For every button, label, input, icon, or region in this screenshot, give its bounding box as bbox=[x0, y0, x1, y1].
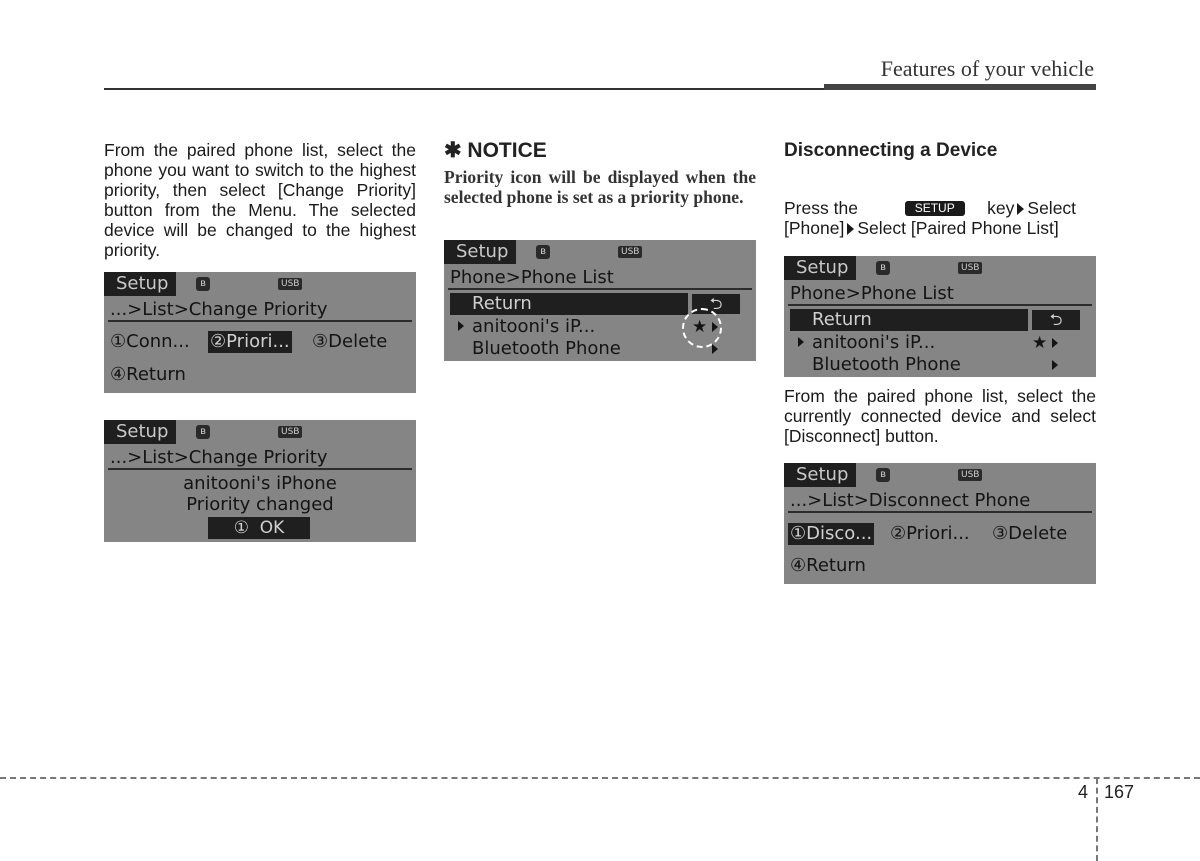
play-icon bbox=[458, 321, 464, 331]
list-item-phone[interactable] bbox=[458, 316, 595, 338]
lcd-screen-phone-list-notice bbox=[444, 240, 756, 361]
chevron-right-icon bbox=[712, 344, 718, 354]
screen-tag: Setup bbox=[784, 463, 856, 487]
chevron-right-icon bbox=[1052, 360, 1058, 370]
instruction-path bbox=[784, 198, 1096, 238]
col1-paragraph: From the paired phone list, select the phone you want to switch to the highest priority, then select [Change Priority] button from the Menu. The selected device will be changed to the highest priority. bbox=[104, 140, 416, 260]
option-priority[interactable]: ②Priori... bbox=[890, 523, 970, 544]
lcd-screen-change-priority-menu bbox=[104, 272, 416, 393]
screen-tag: Setup bbox=[784, 256, 856, 280]
bluetooth-icon: ʙ bbox=[196, 425, 210, 439]
arrow-right-icon bbox=[1017, 203, 1024, 215]
status-message: Priority changed bbox=[186, 494, 334, 515]
option-disconnect[interactable]: ①Disco... bbox=[790, 523, 873, 544]
ok-number: ① bbox=[233, 518, 249, 538]
section-heading: Disconnecting a Device bbox=[784, 140, 998, 161]
bluetooth-icon: ʙ bbox=[536, 245, 550, 259]
usb-icon: USB bbox=[618, 246, 642, 258]
lcd-screen-priority-changed bbox=[104, 420, 416, 542]
bluetooth-icon: ʙ bbox=[196, 277, 210, 291]
usb-icon: USB bbox=[278, 278, 302, 290]
screen-divider bbox=[788, 304, 1092, 306]
screen-divider bbox=[788, 511, 1092, 513]
device-name: anitooni's iPhone bbox=[183, 473, 337, 494]
back-icon[interactable]: ⮌ bbox=[692, 294, 740, 314]
return-item[interactable]: Return bbox=[450, 293, 688, 315]
list-item-phone[interactable]: Bluetooth Phone bbox=[812, 354, 961, 375]
footer-rule bbox=[0, 777, 1200, 779]
setup-key-badge: SETUP bbox=[905, 201, 965, 216]
header-rule-accent bbox=[824, 84, 1096, 90]
screen-path: ...>List>Disconnect Phone bbox=[790, 490, 1031, 511]
chapter-number: 4 bbox=[1078, 782, 1089, 802]
lcd-screen-phone-list bbox=[784, 256, 1096, 377]
list-item-phone[interactable]: Bluetooth Phone bbox=[472, 338, 621, 359]
arrow-right-icon bbox=[847, 223, 854, 235]
col3-paragraph: From the paired phone list, select the currently connected device and select [Disconnect] button. bbox=[784, 386, 1096, 446]
play-icon bbox=[798, 337, 804, 347]
bluetooth-icon: ʙ bbox=[876, 261, 890, 275]
screen-header bbox=[444, 240, 756, 264]
return-item[interactable]: Return bbox=[790, 309, 1028, 331]
screen-header bbox=[784, 256, 1096, 280]
back-icon[interactable]: ⮌ bbox=[1032, 310, 1080, 330]
option-delete[interactable]: ③Delete bbox=[992, 523, 1068, 544]
select-text: Select bbox=[1027, 198, 1077, 218]
page-number: 167 bbox=[1104, 782, 1135, 802]
list-item-phone[interactable] bbox=[798, 332, 935, 354]
ok-label: OK bbox=[259, 518, 285, 538]
usb-icon: USB bbox=[278, 426, 302, 438]
option-return[interactable]: ④Return bbox=[110, 364, 186, 385]
screen-path: ...>List>Change Priority bbox=[110, 447, 328, 468]
screen-path: ...>List>Change Priority bbox=[110, 299, 328, 320]
press-text: Press the bbox=[784, 198, 858, 218]
bluetooth-icon: ʙ bbox=[876, 468, 890, 482]
highlight-circle bbox=[682, 308, 722, 348]
option-delete[interactable]: ③Delete bbox=[312, 331, 388, 352]
phone-name: anitooni's iP... bbox=[812, 332, 936, 353]
chevron-right-icon bbox=[1052, 338, 1058, 348]
priority-star-icon: ★ bbox=[692, 317, 708, 337]
option-return[interactable]: ④Return bbox=[790, 555, 866, 576]
key-text: key bbox=[987, 198, 1015, 218]
usb-icon: USB bbox=[958, 469, 982, 481]
lcd-screen-disconnect-menu bbox=[784, 463, 1096, 584]
screen-divider bbox=[108, 468, 412, 470]
screen-tag: Setup bbox=[444, 240, 516, 264]
screen-path: Phone>Phone List bbox=[450, 267, 614, 288]
notice-body: Priority icon will be displayed when the selected phone is set as a priority phone. bbox=[444, 167, 756, 207]
paired-list-path: Select [Paired Phone List] bbox=[857, 218, 1059, 238]
page-header-title: Features of your vehicle bbox=[880, 56, 1094, 81]
phone-name: anitooni's iP... bbox=[472, 316, 596, 337]
option-priority[interactable]: ②Priori... bbox=[210, 331, 290, 352]
notice-title: ✱ NOTICE bbox=[444, 139, 547, 162]
screen-tag: Setup bbox=[104, 420, 176, 444]
screen-tag: Setup bbox=[104, 272, 176, 296]
phone-path: [Phone] bbox=[784, 218, 845, 238]
option-connect[interactable]: ①Conn... bbox=[110, 331, 190, 352]
screen-header bbox=[104, 420, 416, 444]
footer-divider bbox=[1096, 778, 1098, 861]
screen-path: Phone>Phone List bbox=[790, 283, 954, 304]
priority-star-icon: ★ bbox=[1032, 333, 1048, 353]
screen-divider bbox=[108, 320, 412, 322]
screen-divider bbox=[448, 288, 752, 290]
usb-icon: USB bbox=[958, 262, 982, 274]
screen-header bbox=[784, 463, 1096, 487]
ok-button[interactable] bbox=[208, 517, 310, 539]
screen-header bbox=[104, 272, 416, 296]
